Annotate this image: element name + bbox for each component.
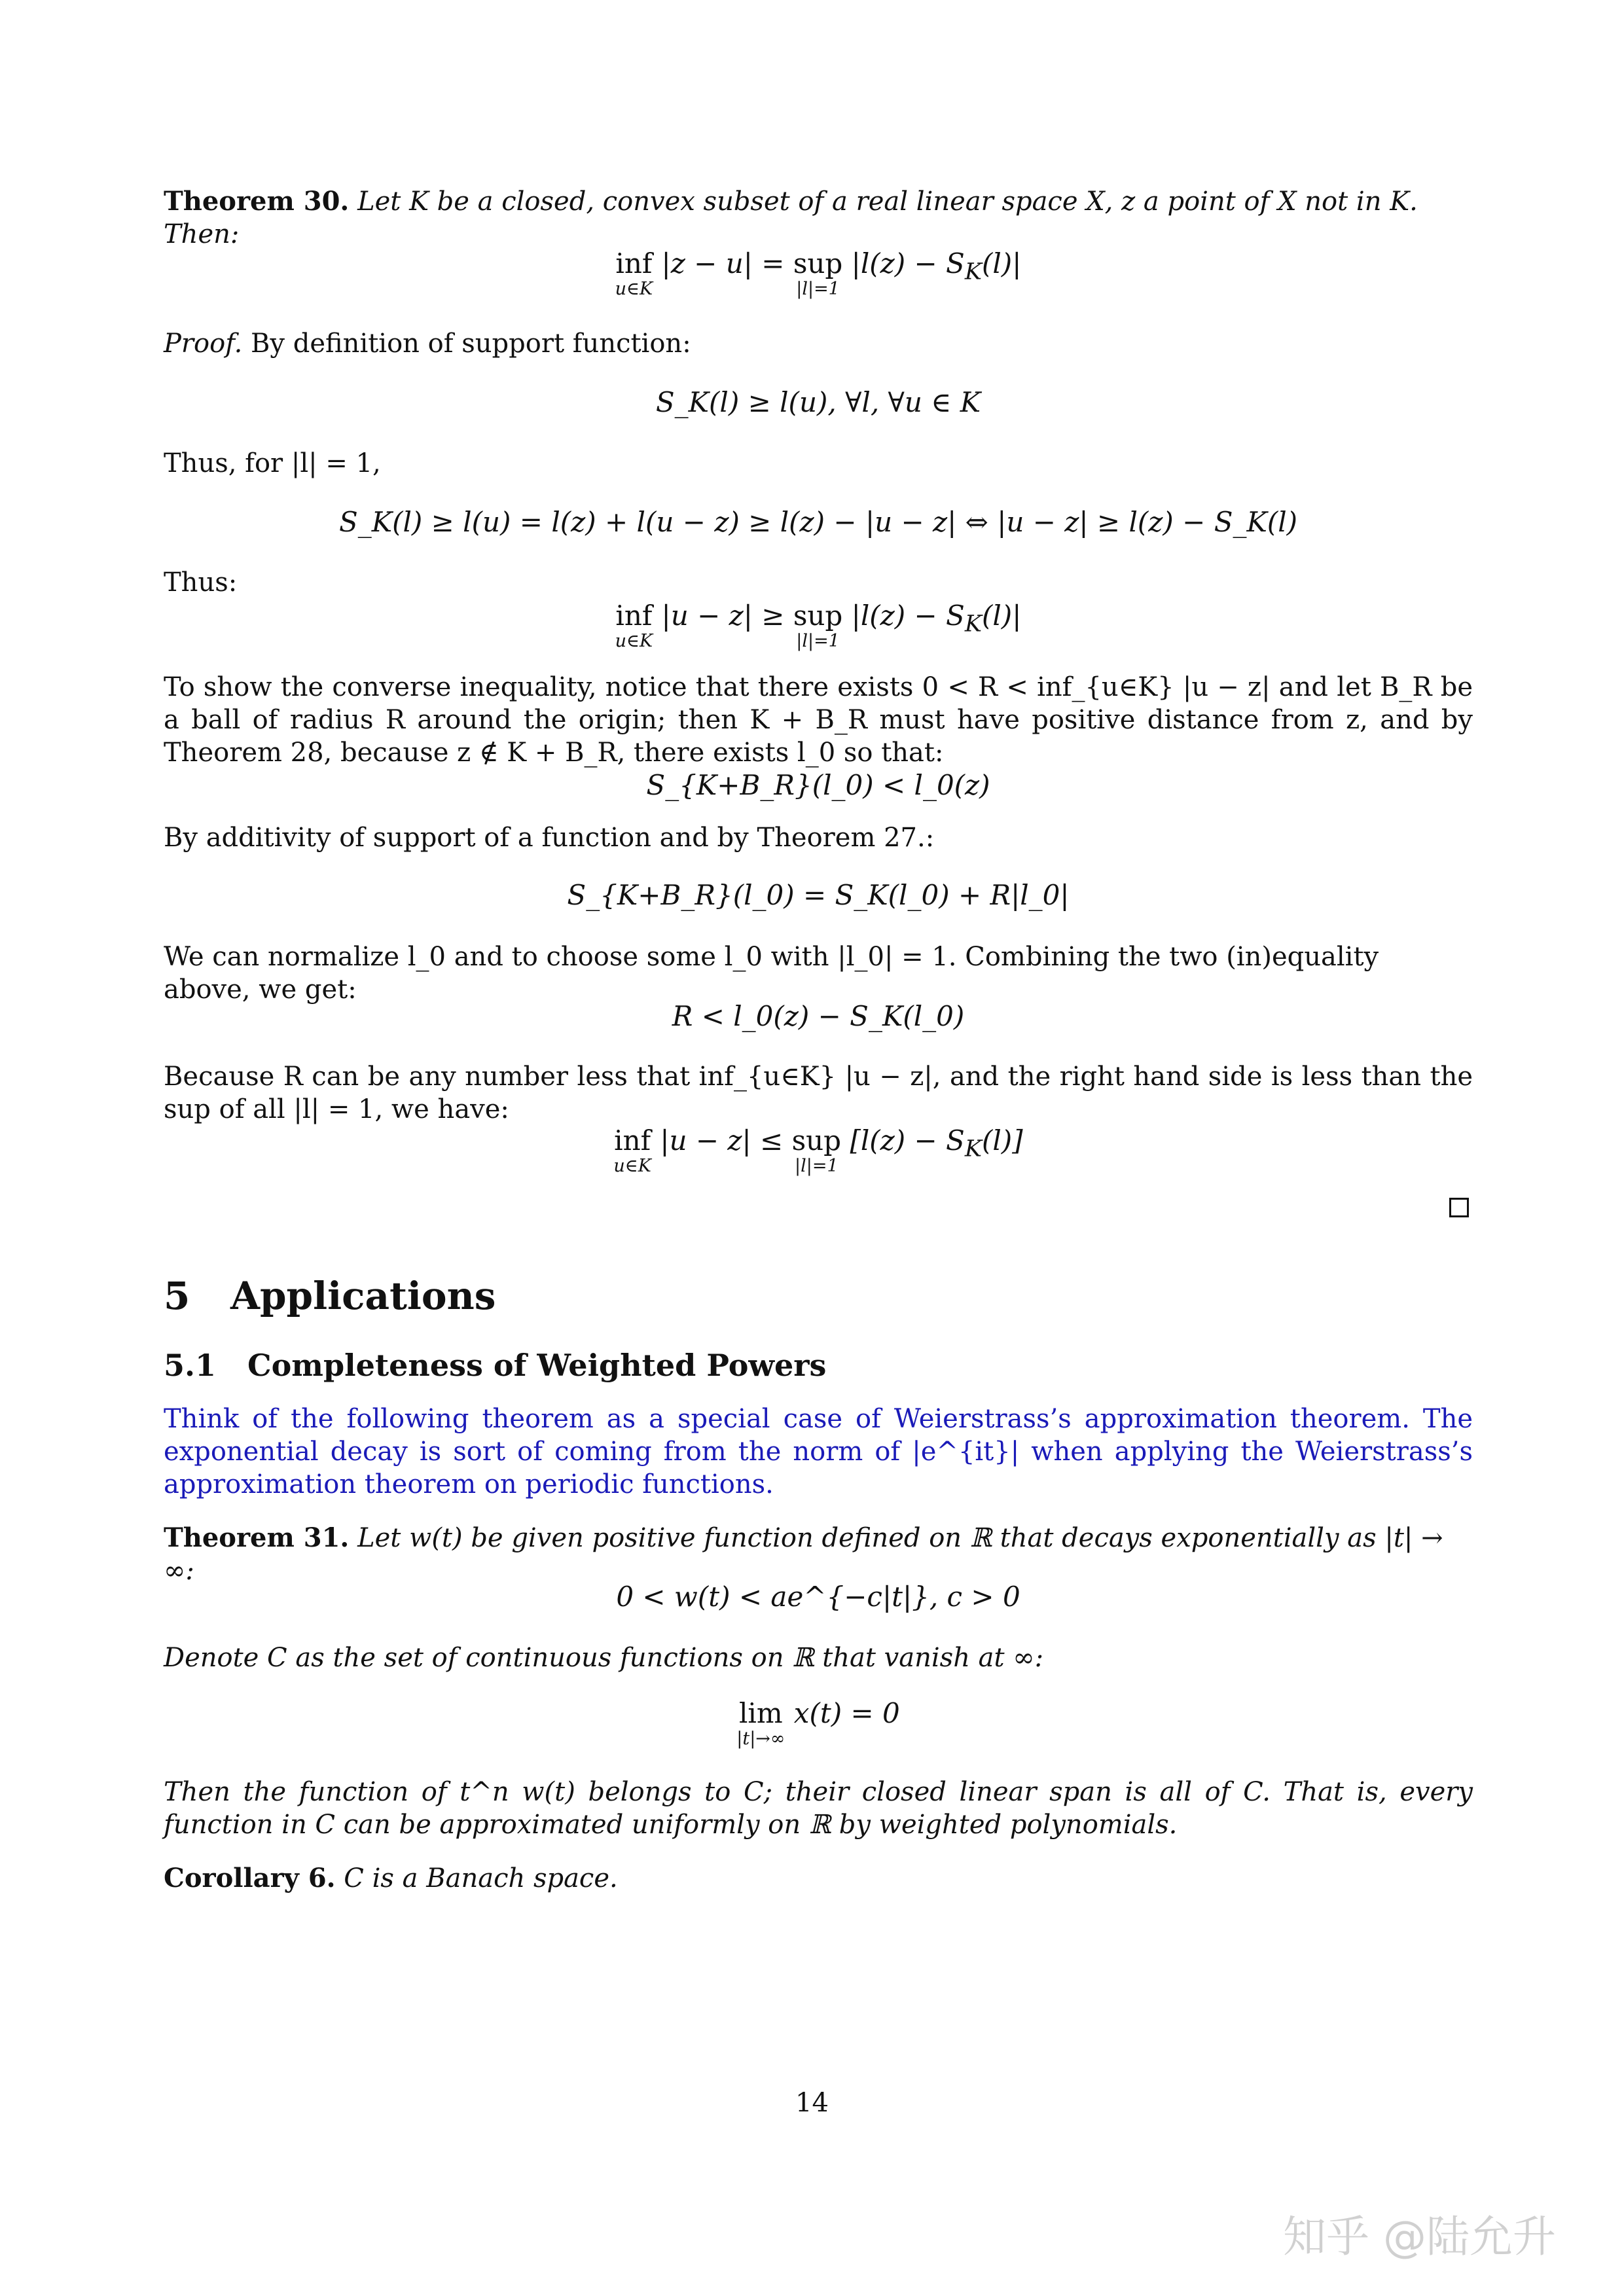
section-title: Applications [230, 1274, 496, 1318]
theorem-label: Theorem 30. [164, 186, 350, 217]
corollary-6 [164, 1862, 1473, 1895]
theorem-31-conclusion: Then the function of t^n w(t) belongs to C; their closed linear span is all of C. That is, every function in C can be approximated uniformly on ℝ by weighted polynomials. [164, 1777, 1473, 1840]
theorem-31 [164, 1522, 1473, 1587]
equation-lhs: |u − z| ≤ [660, 1124, 792, 1157]
blue-note-paragraph: Think of the following theorem as a special case of Weierstrass’s approximation theorem. The exponential decay is sort of coming from the norm of |e^{it}| when applying the Weierstrass’s approximation theorem on periodic functions. [164, 1404, 1473, 1499]
theorem-30-equation [164, 247, 1473, 298]
lim-operator: lim |t|→∞ [736, 1697, 785, 1749]
proof-intro [164, 327, 1473, 360]
inf-operator: inf u∈K [615, 600, 653, 651]
proof-paragraph-1: To show the converse inequality, notice that there exists 0 < R < inf_{u∈K} |u − z| and let B_R be a ball of radius R around the origin; then K + B_R must have positive distance from z, and by Theorem 28, because z ∉ K + B_R, there exists l_0 so that: [164, 672, 1473, 768]
theorem-31-equation-2 [164, 1697, 1473, 1748]
section-heading [164, 1273, 496, 1319]
subsection-title: Completeness of Weighted Powers [247, 1348, 827, 1383]
equation-lhs: |u − z| ≥ [661, 600, 793, 632]
equation-rhs: $|l(z) - S_K(l)|$ [851, 600, 1022, 637]
theorem-31-denote: Denote C as the set of continuous functions on ℝ that vanish at ∞: [164, 1643, 1044, 1673]
corollary-label: Corollary 6. [164, 1863, 336, 1893]
subsection-number: 5.1 [164, 1348, 217, 1383]
proof-equation-1: S_K(l) ≥ l(u), ∀l, ∀u ∈ K [655, 386, 981, 418]
inf-operator: inf u∈K [615, 247, 653, 299]
proof-intro-text: By definition of support function: [251, 329, 691, 359]
proof-equation-7 [164, 1124, 1473, 1175]
theorem-statement: Let w(t) be given positive function defined on ℝ that decays exponentially as |t| → ∞: [164, 1523, 1443, 1586]
theorem-30 [164, 185, 1473, 251]
proof-equation-5: S_{K+B_R}(l_0) = S_K(l_0) + R|l_0| [567, 879, 1070, 911]
watermark: 知乎 @陆允升 [1283, 2212, 1556, 2262]
proof-label: Proof. [164, 329, 243, 359]
section-number: 5 [164, 1274, 190, 1318]
corollary-statement: C is a Banach space. [344, 1863, 618, 1893]
sup-operator: sup |l|=1 [793, 600, 843, 651]
proof-thus-2: Thus: [164, 567, 238, 598]
proof-thus-1: Thus, for |l| = 1, [164, 448, 381, 478]
theorem-31-equation-1: 0 < w(t) < ae^{−c|t|}, c > 0 [616, 1581, 1020, 1613]
proof-equation-4: S_{K+B_R}(l_0) < l_0(z) [646, 769, 990, 801]
equation-rhs: $[l(z) - S_K(l)]$ [850, 1124, 1023, 1162]
sup-operator: sup |l|=1 [791, 1124, 842, 1176]
theorem-label: Theorem 31. [164, 1522, 350, 1553]
proof-paragraph-4: Because R can be any number less that inf_{u∈K} |u − z|, and the right hand side is less than the sup of all |l| = 1, we have: [164, 1062, 1473, 1124]
proof-equation-3 [164, 600, 1473, 651]
sup-operator: sup |l|=1 [793, 247, 843, 299]
equation-body: x(t) = 0 [793, 1697, 900, 1729]
theorem-statement: Let K be a closed, convex subset of a real linear space X, z a point of X not in K. Then: [164, 187, 1418, 249]
proof-paragraph-3: We can normalize l_0 and to choose some l_0 with |l_0| = 1. Combining the two (in)equality above, we get: [164, 942, 1379, 1005]
page-number: 14 [795, 2088, 829, 2118]
proof-equation-2: S_K(l) ≥ l(u) = l(z) + l(u − z) ≥ l(z) − |u − z| ⇔ |u − z| ≥ l(z) − S_K(l) [338, 506, 1298, 538]
equation-rhs: $|l(z) - S_K(l)|$ [851, 247, 1022, 285]
subsection-heading [164, 1347, 826, 1384]
equation-lhs: |z − u| = [661, 247, 793, 279]
inf-operator: inf u∈K [613, 1124, 651, 1176]
proof-equation-6: R < l_0(z) − S_K(l_0) [672, 1000, 965, 1032]
qed-box-icon [1449, 1198, 1469, 1217]
proof-paragraph-2: By additivity of support of a function and by Theorem 27.: [164, 823, 935, 853]
